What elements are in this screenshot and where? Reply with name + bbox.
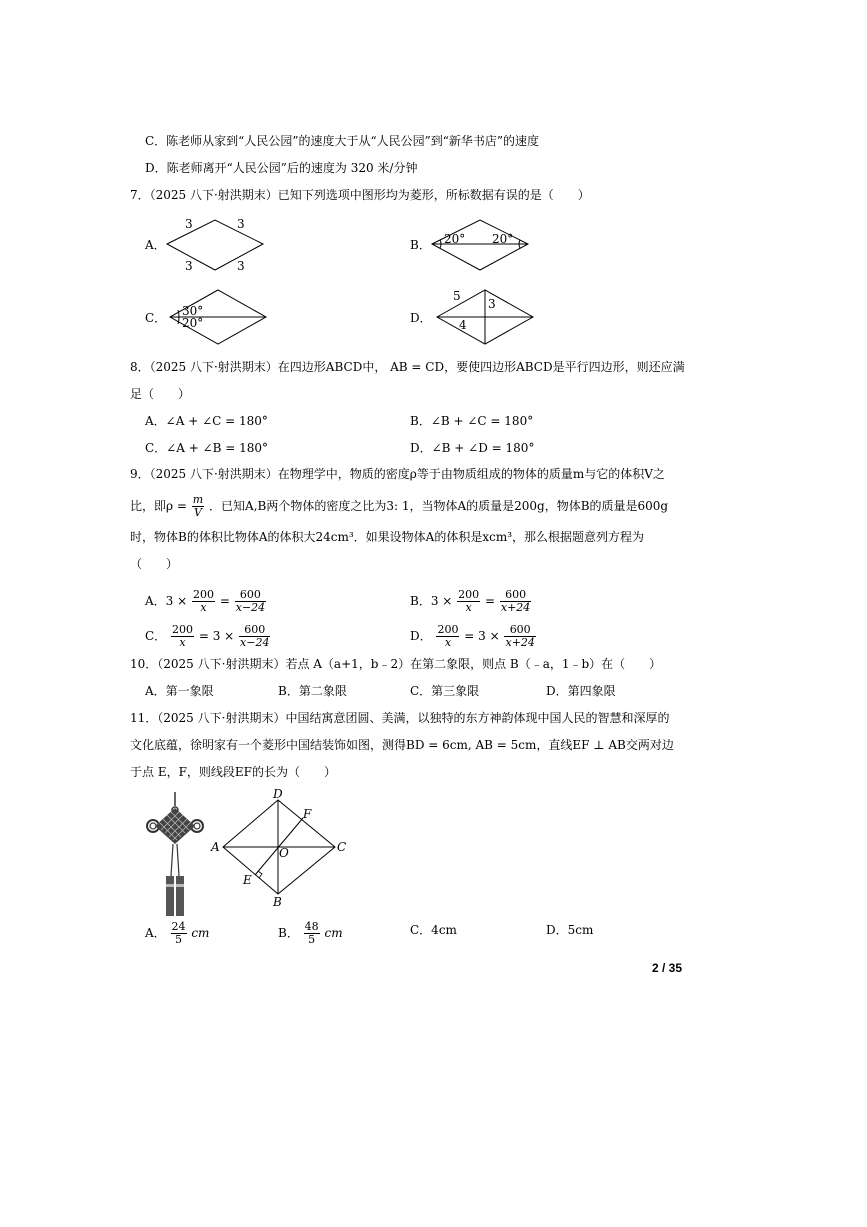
q11-option-d: D．5cm xyxy=(546,923,594,937)
q9-b-prefix: B．3 × xyxy=(410,594,453,608)
q9-d-eq: = 3 × xyxy=(464,629,500,643)
q11-b-den: 5 xyxy=(308,933,316,946)
page-number: 2 / 35 xyxy=(652,961,683,975)
q11-a-den: 5 xyxy=(175,933,182,946)
q7-d-side: 5 xyxy=(453,289,461,303)
q9-d-frac1 xyxy=(436,624,459,649)
q9-d-d1: x xyxy=(444,636,452,649)
q9-c-prefix: C． xyxy=(145,629,167,643)
q11-option-c: C．4cm xyxy=(410,923,457,937)
q8-option-b: B．∠B + ∠C = 180° xyxy=(410,414,534,428)
q6-option-c: C．陈老师从家到“人民公园”的速度大于从“人民公园”到“新华书店”的速度 xyxy=(145,134,539,148)
q8-option-a: A．∠A + ∠C = 180° xyxy=(145,414,268,428)
q7-rhombus-a xyxy=(165,218,265,274)
q9-b-n2: 600 xyxy=(500,589,531,602)
q9-d-prefix: D． xyxy=(410,629,432,643)
q9-a-n1: 200 xyxy=(193,588,214,601)
q7-a-tl: 3 xyxy=(185,217,193,231)
q9-a-d2: x−24 xyxy=(235,601,266,614)
q9-density-fraction xyxy=(192,494,204,519)
chinese-knot-illustration xyxy=(140,792,210,920)
q11-label-e: E xyxy=(243,873,252,887)
q11-b-prefix: B． xyxy=(278,926,299,940)
q9-stem-line1: 9．（2025 八下·射洪期末）在物理学中，物质的密度ρ等于由物质组成的物体的质量m与它的体积V之 xyxy=(130,467,665,481)
q7-rhombus-c xyxy=(168,288,268,348)
q9-stem2-end: ．已知A,B两个物体的密度之比为3: 1，当物体A的质量是200g，物体B的质量是600g xyxy=(209,499,669,513)
q8-stem-line1: 8．（2025 八下·射洪期末）在四边形ABCD中， AB = CD，要使四边形ABCD是平行四边形，则还应满 xyxy=(130,360,685,374)
q9-option-b xyxy=(410,589,532,614)
q9-a-n2: 600 xyxy=(235,589,266,602)
q9-d-d2: x+24 xyxy=(505,636,535,649)
q7-rhombus-d xyxy=(435,288,535,348)
q11-stem-line2: 文化底蕴，徐明家有一个菱形中国结装饰如图，测得BD = 6cm, AB = 5cm，直线EF ⊥ AB交两对边 xyxy=(130,738,674,752)
q6-option-d: D．陈老师离开“人民公园”后的速度为 320 米/分钟 xyxy=(145,161,418,175)
q9-option-a xyxy=(145,589,267,614)
q9-a-frac2 xyxy=(235,589,266,614)
q9-stem-line3: 时，物体B的体积比物体A的体积大24cm³．如果设物体A的体积是xcm³，那么根据题意列方程为 xyxy=(130,530,645,544)
q9-c-n2: 600 xyxy=(239,624,270,637)
q11-option-b xyxy=(278,921,343,946)
q9-a-eq: = xyxy=(219,594,230,608)
q9-a-d1: x xyxy=(200,601,207,614)
q9-a-prefix: A．3 × xyxy=(145,594,188,608)
q9-d-n1: 200 xyxy=(437,623,459,636)
q9-option-c xyxy=(145,624,271,649)
q9-c-n1: 200 xyxy=(172,623,194,636)
q7-a-bl: 3 xyxy=(185,259,193,273)
q11-stem-line1: 11．（2025 八下·射洪期末）中国结寓意团圆、美满，以独特的东方神韵体现中国人民的智慧和深厚的 xyxy=(130,711,670,725)
q9-b-d2: x+24 xyxy=(500,601,531,614)
q11-b-unit: cm xyxy=(324,926,343,940)
q10-stem: 10．（2025 八下·射洪期末）若点 A（a+1，b﹣2）在第二象限，则点 B（﹣a，1﹣b）在（ ） xyxy=(130,657,662,671)
q7-b-left-angle: 20° xyxy=(444,232,466,246)
q11-b-frac xyxy=(304,921,320,946)
q9-d-n2: 600 xyxy=(504,624,535,637)
q9-c-frac2 xyxy=(239,624,270,649)
q9-b-frac2 xyxy=(500,589,531,614)
q7-option-c-label: C． xyxy=(145,311,167,325)
q9-a-frac1 xyxy=(192,589,215,614)
q8-stem-line2: 足（ ） xyxy=(130,387,191,401)
q7-b-right-angle: 20° xyxy=(492,232,514,246)
q7-d-half-diag-2: 4 xyxy=(459,318,467,332)
q9-frac-den: V xyxy=(194,506,202,519)
q11-label-c: C xyxy=(337,840,347,854)
q8-option-d: D．∠B + ∠D = 180° xyxy=(410,441,535,455)
q7-c-bottom-angle: 20° xyxy=(182,316,204,330)
q11-rhombus-figure xyxy=(205,787,355,909)
q9-frac-num: m xyxy=(192,493,204,506)
q9-c-d1: x xyxy=(179,636,186,649)
q7-rhombus-b xyxy=(430,218,530,274)
q9-c-frac1 xyxy=(171,624,194,649)
q7-a-tr: 3 xyxy=(237,217,245,231)
q11-a-unit: cm xyxy=(191,926,210,940)
q9-option-d xyxy=(410,624,537,649)
q11-option-a xyxy=(145,921,209,946)
q8-option-c: C．∠A + ∠B = 180° xyxy=(145,441,269,455)
q11-b-num: 48 xyxy=(304,920,319,933)
q11-a-frac xyxy=(171,921,187,946)
q11-label-a: A xyxy=(211,840,220,854)
q11-label-f: F xyxy=(303,807,312,821)
q7-c-top-angle: 30° xyxy=(182,304,204,318)
q9-stem-line2 xyxy=(130,494,668,519)
q10-option-c: C．第三象限 xyxy=(410,684,480,698)
q9-c-eq: = 3 × xyxy=(198,629,235,643)
q7-stem: 7．（2025 八下·射洪期末）已知下列选项中图形均为菱形，所标数据有误的是（ ） xyxy=(130,188,590,202)
q11-stem-line3: 于点 E，F，则线段EF的长为（ ） xyxy=(130,765,336,779)
q9-c-d2: x−24 xyxy=(240,636,270,649)
q10-option-d: D．第四象限 xyxy=(546,684,616,698)
q7-option-a-label: A． xyxy=(145,238,166,252)
q11-label-b: B xyxy=(273,895,282,909)
q10-option-a: A．第一象限 xyxy=(145,684,214,698)
q7-d-half-diag-1: 3 xyxy=(488,297,496,311)
q7-a-br: 3 xyxy=(237,259,245,273)
q7-option-d-label: D． xyxy=(410,311,432,325)
q9-b-d1: x xyxy=(465,601,472,614)
q9-stem-line4: （ ） xyxy=(130,557,179,571)
q9-d-frac2 xyxy=(504,624,535,649)
q11-label-d: D xyxy=(273,787,283,801)
q11-a-num: 24 xyxy=(171,920,186,933)
q9-b-frac1 xyxy=(457,589,480,614)
q11-label-o: O xyxy=(279,846,289,860)
q11-a-prefix: A． xyxy=(145,926,166,940)
q9-stem2-start: 比，即ρ = xyxy=(130,499,187,513)
q10-option-b: B．第二象限 xyxy=(278,684,347,698)
q7-option-b-label: B． xyxy=(410,238,431,252)
q9-b-eq: = xyxy=(484,594,496,608)
q9-b-n1: 200 xyxy=(458,588,480,601)
